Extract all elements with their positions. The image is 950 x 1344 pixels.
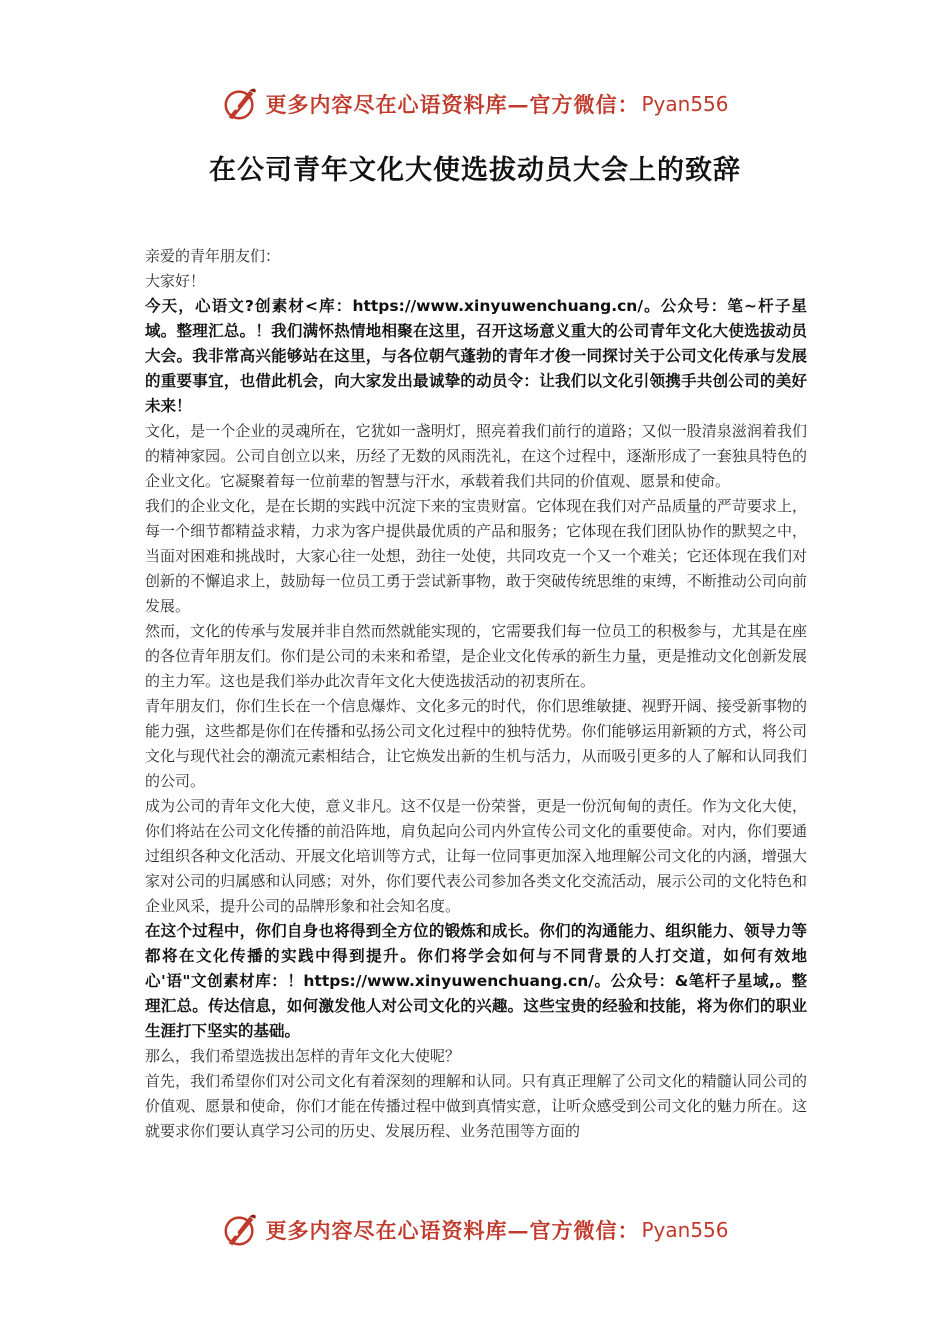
paragraph: 那么，我们希望选拔出怎样的青年文化大使呢？ bbox=[145, 1047, 461, 1065]
document-title: 在公司青年文化大使选拔动员大会上的致辞 bbox=[209, 155, 741, 186]
paragraph: 首先，我们希望你们对公司文化有着深刻的理解和认同。只有真正理解了公司文化的精髓认同公司的价值观、愿景和使命，你们才能在传播过程中做到真情实意，让听众感受到公司文化的魅力所在。这就要求你们要认真学习公司的历史、发展历程、业务范围等方面的 bbox=[145, 1072, 807, 1140]
paragraph: 在这个过程中，你们自身也将得到全方位的锻炼和成长。你们的沟通能力、组织能力、领导力等都将在文化传播的实践中得到提升。你们将学会如何与不同背景的人打交道，如何有效地心'语"文创素材库：！https://www.xinyuwenchuang.cn/。公众号：&笔杆子星域,。整理汇总。传达信息，如何激发他人对公司文化的兴趣。这些宝贵的经验和技能，将为你们的职业生涯打下坚实的基础。 bbox=[145, 922, 807, 1040]
paragraph-opening: 今天，心语文?创素材<库：https://www.xinyuwenchuang.cn/。公众号：笔~杆子星域。整理汇总。！我们满怀热情地相聚在这里，召开这场意义重大的公司青年文化大使选拔动员大会。我非常高兴能够站在这里，与各位朝气蓬勃的青年才俊一同探讨关于公司文化传承与发展的重要事宜，也借此机会，向大家发出最诚挚的动员令：让我们以文化引领携手共创公司的美好未来！ bbox=[145, 297, 807, 415]
quill-pen-logo-icon bbox=[221, 1211, 259, 1249]
document-body bbox=[145, 244, 807, 1144]
paragraph: 成为公司的青年文化大使，意义非凡。这不仅是一份荣誉，更是一份沉甸甸的责任。作为文化大使，你们将站在公司文化传播的前沿阵地，肩负起向公司内外宣传公司文化的重要使命。对内，你们要通过组织各种文化活动、开展文化培训等方式，让每一位同事更加深入地理解公司文化的内涵，增强大家对公司的归属感和认同感；对外，你们要代表公司参加各类文化交流活动，展示公司的文化特色和企业风采，提升公司的品牌形象和社会知名度。 bbox=[145, 797, 807, 915]
banner-wechat-account: Pyan556 bbox=[641, 1218, 729, 1242]
banner-slogan: 更多内容尽在心语资料库—官方微信： bbox=[265, 92, 640, 117]
paragraph: 然而，文化的传承与发展并非自然而然就能实现的，它需要我们每一位员工的积极参与，尤其是在座的各位青年朋友们。你们是公司的未来和希望，是企业文化传承的新生力量，更是推动文化创新发展的主力军。这也是我们举办此次青年文化大使选拔活动的初衷所在。 bbox=[145, 622, 807, 690]
paragraph: 文化，是一个企业的灵魂所在，它犹如一盏明灯，照亮着我们前行的道路；又似一股清泉滋润着我们的精神家园。公司自创立以来，历经了无数的风雨洗礼，在这个过程中，逐渐形成了一套独具特色的企业文化。它凝聚着每一位前辈的智慧与汗水，承载着我们共同的价值观、愿景和使命。 bbox=[145, 422, 807, 490]
paragraph: 青年朋友们，你们生长在一个信息爆炸、文化多元的时代，你们思维敏捷、视野开阔、接受新事物的能力强，这些都是你们在传播和弘扬公司文化过程中的独特优势。你们能够运用新颖的方式，将公司文化与现代社会的潮流元素相结合，让它焕发出新的生机与活力，从而吸引更多的人了解和认同我们的公司。 bbox=[145, 697, 807, 790]
paragraph: 我们的企业文化，是在长期的实践中沉淀下来的宝贵财富。它体现在我们对产品质量的严苛要求上，每一个细节都精益求精，力求为客户提供最优质的产品和服务；它体现在我们团队协作的默契之中，当面对困难和挑战时，大家心往一处想，劲往一处使，共同攻克一个又一个难关；它还体现在我们对创新的不懈追求上，鼓励每一位员工勇于尝试新事物，敢于突破传统思维的束缚，不断推动公司向前发展。 bbox=[145, 497, 807, 615]
header-banner bbox=[0, 82, 950, 126]
banner-slogan: 更多内容尽在心语资料库—官方微信： bbox=[265, 1218, 640, 1243]
paragraph-hello: 大家好！ bbox=[145, 272, 206, 290]
banner-wechat-account: Pyan556 bbox=[641, 92, 729, 116]
paragraph-greeting: 亲爱的青年朋友们： bbox=[145, 247, 281, 265]
footer-banner bbox=[0, 1208, 950, 1252]
quill-pen-logo-icon bbox=[221, 85, 259, 123]
